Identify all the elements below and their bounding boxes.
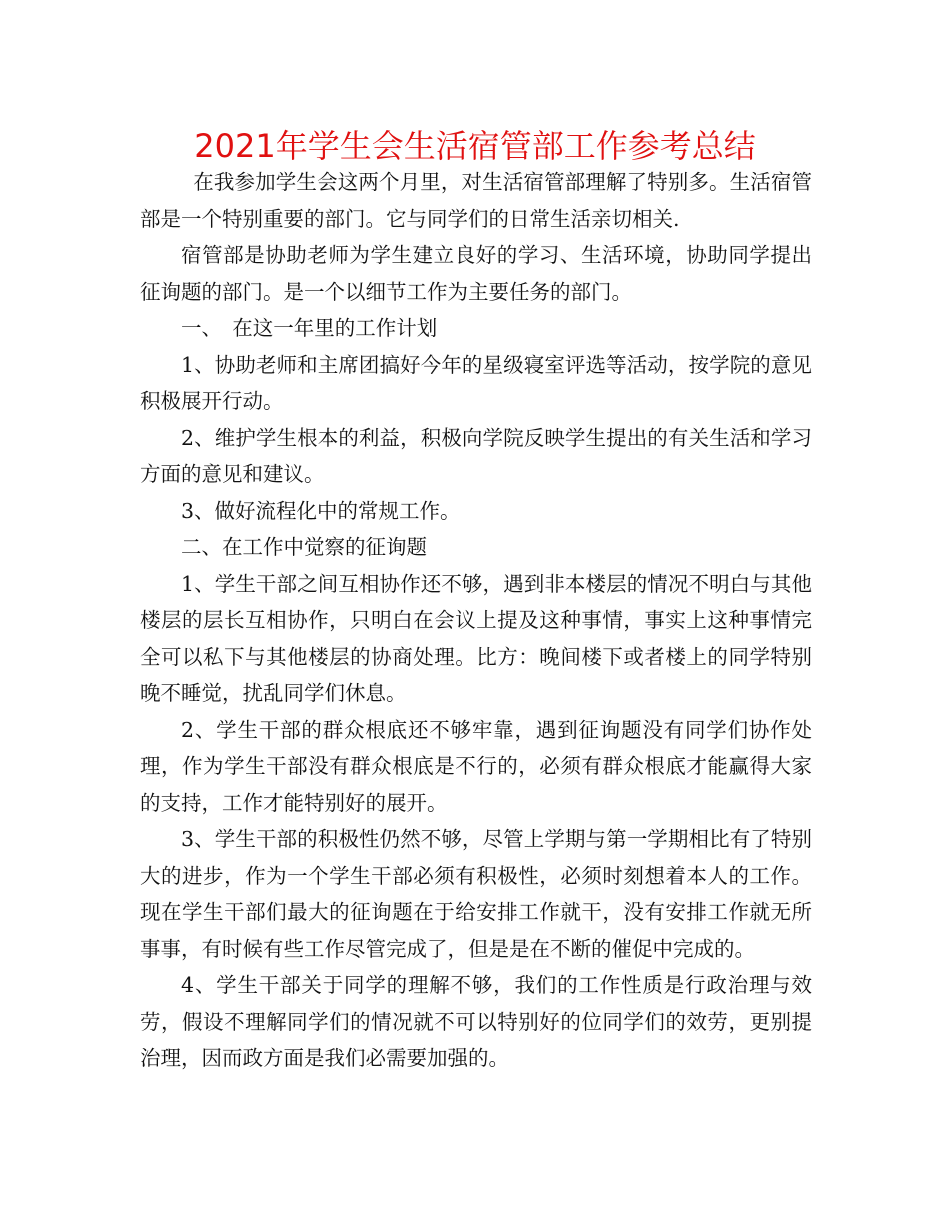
plan-item-3: 3、做好流程化中的常规工作。 (181, 498, 461, 523)
document-body (140, 164, 812, 1077)
paragraph-department-role: 宿管部是协助老师为学生建立良好的学习、生活环境，协助同学提出征询题的部门。是一个以细节工作为主要任务的部门。 (140, 243, 812, 304)
plan-item-1: 1、协助老师和主席团搞好今年的星级寝室评选等活动，按学院的意见积极展开行动。 (140, 352, 812, 413)
problem-item-3: 3、学生干部的积极性仍然不够，尽管上学期与第一学期相比有了特别大的进步，作为一个学生干部必须有积极性，必须时刻想着本人的工作。现在学生干部们最大的征询题在于给安排工作就干，没有安排工作就无所事事，有时候有些工作尽管完成了，但是是在不断的催促中完成的。 (140, 827, 812, 961)
problem-item-2: 2、学生干部的群众根底还不够牢靠，遇到征询题没有同学们协作处理，作为学生干部没有群众根底是不行的，必须有群众根底才能赢得大家的支持，工作才能特别好的展开。 (140, 717, 812, 815)
section-heading-problems: 二、在工作中觉察的征询题 (181, 535, 427, 559)
document-title: 2021年学生会生活宿管部工作参考总结 (194, 127, 756, 165)
plan-item-2: 2、维护学生根本的利益，积极向学院反映学生提出的有关生活和学习方面的意见和建议。 (140, 425, 812, 486)
section-heading-work-plan: 一、 在这一年里的工作计划 (181, 316, 438, 340)
problem-item-4: 4、学生干部关于同学的理解不够，我们的工作性质是行政治理与效劳，假设不理解同学们的情况就不可以特别好的位同学们的效劳，更别提治理，因而政方面是我们必需要加强的。 (140, 973, 812, 1070)
problem-item-1: 1、学生干部之间互相协作还不够，遇到非本楼层的情况不明白与其他楼层的层长互相协作，只明白在会议上提及这种事情，事实上这种事情完全可以私下与其他楼层的协商处理。比方：晚间楼下或者楼上的同学特别晚不睡觉，扰乱同学们休息。 (140, 571, 812, 705)
paragraph-intro: 在我参加学生会这两个月里，对生活宿管部理解了特别多。生活宿管部是一个特别重要的部门。它与同学们的日常生活亲切相关. (140, 170, 812, 231)
